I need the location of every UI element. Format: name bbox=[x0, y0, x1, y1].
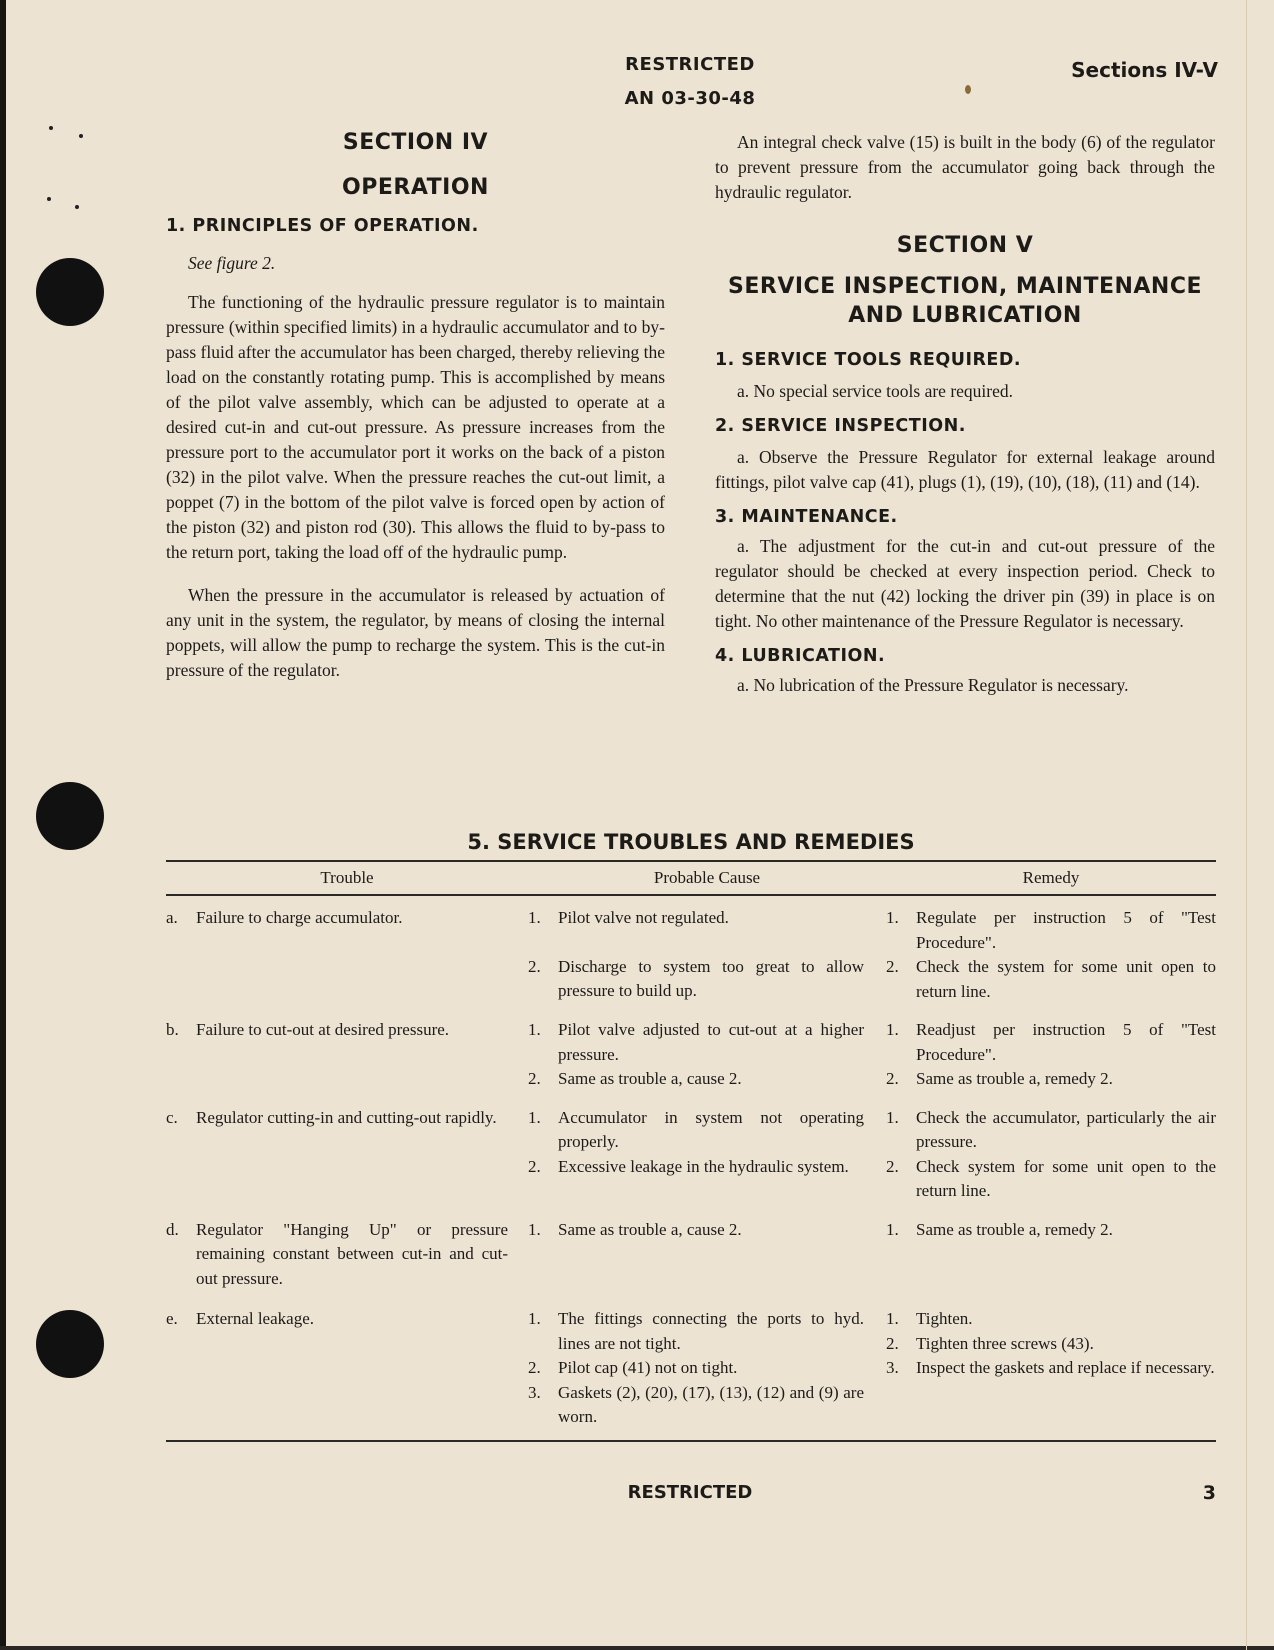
binder-hole-icon bbox=[36, 1310, 104, 1378]
remedy-number: 2. bbox=[886, 1069, 899, 1088]
cause-number: 3. bbox=[528, 1382, 541, 1402]
cause-text: Same as trouble a, cause 2. bbox=[558, 1069, 742, 1088]
table-row bbox=[166, 906, 1216, 1004]
remedy-number: 1. bbox=[886, 1219, 899, 1239]
cause-text: Gaskets (2), (20), (17), (13), (12) and (9) are worn. bbox=[558, 1382, 864, 1426]
para-heading-principles: 1. PRINCIPLES OF OPERATION. bbox=[166, 216, 479, 236]
remedy-number: 1. bbox=[886, 1107, 899, 1127]
cause-text: Pilot valve not regulated. bbox=[558, 908, 729, 927]
table-title: 5. SERVICE TROUBLES AND REMEDIES bbox=[467, 830, 915, 854]
body-paragraph: An integral check valve (15) is built in the body (6) of the regulator to prevent pressure from the accumulator going back through the hydraulic regulator. bbox=[715, 132, 1215, 202]
cause-text: Pilot valve adjusted to cut-out at a higher pressure. bbox=[558, 1020, 864, 1064]
speck-mark bbox=[79, 134, 83, 138]
section-iv-subtitle: OPERATION bbox=[342, 175, 489, 200]
column-header-cause: Probable Cause bbox=[653, 868, 761, 887]
cause-number: 1. bbox=[528, 1219, 541, 1239]
remedy-number: 2. bbox=[886, 957, 899, 976]
binder-hole-icon bbox=[36, 782, 104, 850]
remedy-text: Check the system for some unit open to return line. bbox=[916, 957, 1216, 1001]
cause-text: Pilot cap (41) not on tight. bbox=[558, 1358, 738, 1377]
page-number: 3 bbox=[1202, 1482, 1216, 1504]
troubles-table bbox=[166, 830, 1216, 1442]
body-paragraph: The functioning of the hydraulic pressure regulator is to maintain pressure (within specified limits) in a hydraulic accumulator and to by-pass fluid after the accumulator has been charged, thereby relieving the load on the constantly rotating pump. This is accomplished by means of the pilot valve assembly, which can be adjusted to operate at a desired cut-in and cut-out pressure. As pressure increases from the pressure port to the accumulator port it works on the back of a piston (32) in the pilot valve. When the pressure reaches the cut-out limit, a poppet (7) in the bottom of the pilot valve is forced open by action of the piston (32) and piston rod (30). This allows the fluid to by-pass to the return port, taking the load off of the hydraulic pump. bbox=[166, 292, 665, 562]
cause-number: 2. bbox=[528, 1358, 541, 1377]
row-label: c. bbox=[166, 1107, 178, 1127]
remedy-number: 1. bbox=[886, 908, 899, 927]
trouble-text: Regulator cutting-in and cutting-out rapidly. bbox=[196, 1107, 497, 1127]
cause-number: 2. bbox=[528, 956, 541, 976]
column-header-remedy: Remedy bbox=[1022, 868, 1080, 887]
remedy-text: Same as trouble a, remedy 2. bbox=[916, 1069, 1113, 1088]
speck-mark bbox=[75, 205, 79, 209]
row-label: a. bbox=[166, 908, 178, 927]
section-iv-title: SECTION IV bbox=[342, 130, 489, 155]
remedy-number: 3. bbox=[886, 1358, 899, 1377]
row-label: d. bbox=[166, 1219, 179, 1239]
scan-edge bbox=[0, 0, 6, 1650]
page-fold-line bbox=[1246, 0, 1247, 1650]
body-paragraph: a. No lubrication of the Pressure Regulator is necessary. bbox=[737, 675, 1129, 695]
remedy-text: Tighten three screws (43). bbox=[916, 1333, 1094, 1353]
remedy-text: Check the accumulator, particularly the air pressure. bbox=[916, 1107, 1216, 1151]
table-rule bbox=[166, 894, 1216, 896]
table-rule bbox=[166, 1440, 1216, 1442]
table-header-row bbox=[166, 862, 1216, 894]
section-v-subtitle: SERVICE INSPECTION, MAINTENANCE AND LUBRICATION bbox=[728, 274, 1202, 328]
table-row bbox=[166, 1106, 1216, 1204]
remedy-number: 2. bbox=[886, 1156, 899, 1176]
body-paragraph: a. The adjustment for the cut-in and cut-out pressure of the regulator should be checked at every inspection period. Check to determine that the nut (42) locking the driver pin (39) in place is on tight. No other maintenance of the Pressure Regulator is necessary. bbox=[715, 536, 1215, 631]
remedy-number: 2. bbox=[886, 1333, 899, 1353]
remedy-text: Check system for some unit open to the return line. bbox=[916, 1156, 1216, 1200]
footer-classification: RESTRICTED bbox=[627, 1482, 753, 1503]
header-classification: RESTRICTED bbox=[625, 54, 755, 75]
cause-number: 1. bbox=[528, 908, 541, 927]
remedy-text: Inspect the gaskets and replace if necessary. bbox=[916, 1358, 1215, 1377]
para-heading-lubrication: 4. LUBRICATION. bbox=[715, 646, 886, 666]
stain-mark bbox=[965, 85, 971, 94]
header-doc-number: AN 03-30-48 bbox=[624, 88, 756, 109]
cause-text: Excessive leakage in the hydraulic system. bbox=[558, 1156, 849, 1176]
cause-number: 2. bbox=[528, 1156, 541, 1176]
table-row bbox=[166, 1218, 1216, 1292]
header-sections-label: Sections IV-V bbox=[1071, 58, 1218, 82]
trouble-text: Failure to cut-out at desired pressure. bbox=[196, 1020, 450, 1039]
cause-text: Discharge to system too great to allow pressure to build up. bbox=[558, 956, 864, 1000]
cause-number: 1. bbox=[528, 1020, 541, 1039]
left-column bbox=[166, 130, 665, 683]
section-v-title: SECTION V bbox=[896, 233, 1034, 258]
remedy-text: Same as trouble a, remedy 2. bbox=[916, 1219, 1113, 1239]
para-heading-maintenance: 3. MAINTENANCE. bbox=[715, 507, 898, 527]
cause-text: The fittings connecting the ports to hyd. lines are not tight. bbox=[558, 1309, 864, 1353]
cause-text: Accumulator in system not operating properly. bbox=[558, 1107, 864, 1151]
cause-number: 1. bbox=[528, 1309, 541, 1328]
cause-text: Same as trouble a, cause 2. bbox=[558, 1219, 742, 1239]
remedy-text: Readjust per instruction 5 of "Test Procedure". bbox=[916, 1020, 1216, 1064]
row-label: b. bbox=[166, 1020, 179, 1039]
para-heading-tools: 1. SERVICE TOOLS REQUIRED. bbox=[715, 350, 1022, 370]
remedy-number: 1. bbox=[886, 1020, 899, 1039]
remedy-number: 1. bbox=[886, 1309, 899, 1328]
remedy-text: Tighten. bbox=[916, 1309, 973, 1328]
cause-number: 2. bbox=[528, 1069, 541, 1088]
row-label: e. bbox=[166, 1309, 178, 1328]
speck-mark bbox=[47, 197, 51, 201]
remedy-text: Regulate per instruction 5 of "Test Procedure". bbox=[916, 908, 1216, 952]
column-header-trouble: Trouble bbox=[320, 868, 374, 887]
para-heading-inspection: 2. SERVICE INSPECTION. bbox=[715, 416, 966, 436]
trouble-text: Regulator "Hanging Up" or pressure remaining constant between cut-in and cut-out pressure. bbox=[196, 1219, 508, 1288]
speck-mark bbox=[49, 126, 53, 130]
table-row bbox=[166, 1018, 1216, 1092]
binder-hole-icon bbox=[36, 258, 104, 326]
scan-edge-bottom bbox=[0, 1646, 1274, 1650]
body-paragraph: When the pressure in the accumulator is released by actuation of any unit in the system, the regulator, by means of closing the internal poppets, will allow the pump to recharge the system. This is the cut-in pressure of the regulator. bbox=[166, 585, 665, 680]
trouble-text: External leakage. bbox=[196, 1309, 314, 1328]
trouble-text: Failure to charge accumulator. bbox=[196, 908, 403, 927]
figure-reference: See figure 2. bbox=[188, 253, 276, 273]
right-column bbox=[715, 130, 1215, 698]
cause-number: 1. bbox=[528, 1107, 541, 1127]
table-row bbox=[166, 1307, 1216, 1430]
body-paragraph: a. No special service tools are required. bbox=[737, 381, 1013, 401]
body-paragraph: a. Observe the Pressure Regulator for external leakage around fittings, pilot valve cap (41), plugs (1), (19), (10), (18), (11) and (14). bbox=[715, 447, 1215, 492]
